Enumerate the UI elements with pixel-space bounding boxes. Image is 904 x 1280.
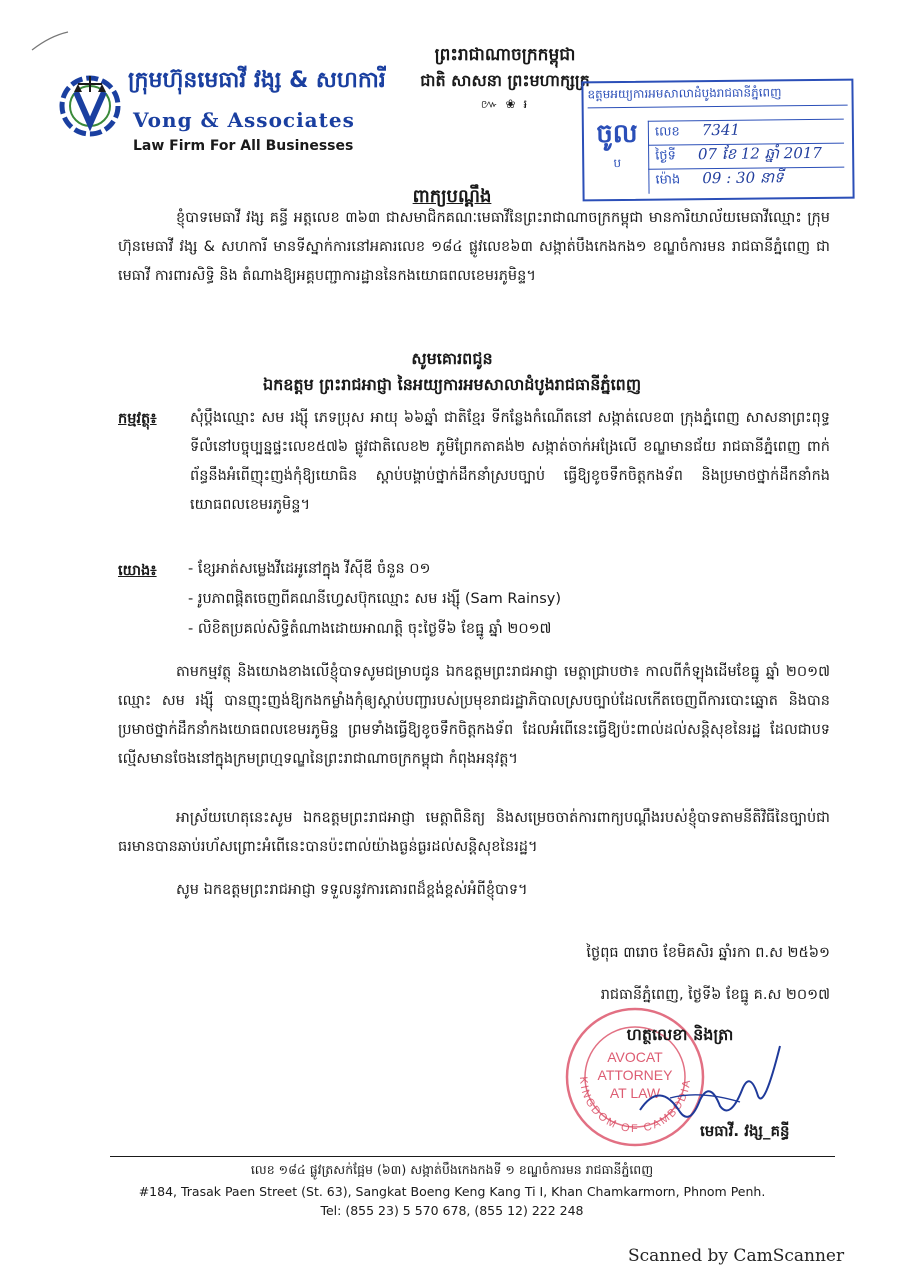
scanner-watermark: Scanned by CamScanner	[628, 1246, 845, 1266]
firm-name-en: Vong & Associates	[133, 108, 355, 132]
footer-address-en: #184, Trasak Paen Street (St. 63), Sangkat Boeng Keng Kang Ti I, Khan Chamkarmorn, Phnom Penh.	[138, 1184, 766, 1199]
intro-paragraph: ខ្ញុំបាទមេធាវី វង្ស គន្ធី អត្តលេខ ៣៦៣ ជាសមាជិកគណៈមេធាវីនៃព្រះរាជាណាចក្រកម្ពុជា មានការិយាល័យមេធាវីឈ្មោះ ក្រុមហ៊ុនមេធាវី វង្ស & សហការី មានទីស្នាក់ការនៅអគារលេខ ១៨៤ ផ្លូវលេខ៦៣ សង្កាត់បឹងកេងកង១ ខណ្ឌចំការមន រាជធានីភ្នំពេញ ជាមេធាវី ការពារសិទ្ធិ និង តំណាងឱ្យអគ្គបញ្ជាការដ្ឋាននៃកងយោធពលខេមរភូមិន្ទ។	[118, 210, 830, 284]
body-paragraph: តាមកម្មវត្ថុ និងយោងខាងលើខ្ញុំបាទសូមជម្រាបជូន ឯកឧត្តមព្រះរាជអាជ្ញា មេត្តាជ្រាបថា៖ កាលពីកំឡុងដើមខែធ្នូ ឆ្នាំ ២០១៧ ឈ្មោះ សម រង្ស៊ី បានញុះញង់ឱ្យកងកម្លាំងកុំឲ្យស្ដាប់បញ្ជារបស់ប្រមុខរាជរដ្ឋាភិបាលស្របច្បាប់ដែលកើតចេញពីការបោះឆ្នោត និងបានប្រមាថថ្នាក់ដឹកនាំកងយោធពលខេមរភូមិន្ទ ព្រមទាំងធ្វើឱ្យខូចទឹកចិត្តកងទ័ព ដែលអំពើនេះធ្វើឱ្យប៉ះពាល់ដល់សន្តិសុខនៃរដ្ឋ ដែលជាបទល្មើសមានចែងនៅក្នុងក្រមព្រហ្មទណ្ឌនៃព្រះរាជាណាចក្រកម្ពុជា កំពុងអនុវត្ត។	[118, 664, 830, 767]
receipt-stamp	[581, 79, 854, 202]
stamp-row-number	[648, 119, 844, 146]
subject-label: កម្មវត្ថុ៖	[118, 411, 157, 427]
stamp-badge-sub: ប	[613, 156, 622, 171]
solar-date: រាជធានីភ្នំពេញ, ថ្ងៃទី៦ ខែធ្នូ គ.ស ២០១៧	[600, 987, 830, 1003]
body-paragraph: អាស្រ័យហេតុនេះសូម ឯកឧត្តមព្រះរាជអាជ្ញា មេត្តាពិនិត្យ និងសម្រេចចាត់ការពាក្យបណ្ដឹងរបស់ខ្ញុំបាទតាមនីតិវិធីនៃច្បាប់ជាធរមានបានឆាប់រហ័សព្រោះអំពើនេះបានប៉ះពាល់យ៉ាងធ្ងន់ធ្ងរដល់សន្តិសុខនៃរដ្ឋ។	[118, 810, 830, 855]
national-motto: ជាតិ សាសនា ព្រះមហាក្សត្រ	[420, 71, 590, 90]
stamp-number-label: លេខ	[654, 124, 680, 140]
stamp-date-value: 07 ខែ 12 ឆ្នាំ 2017	[697, 143, 823, 164]
pen-mark	[30, 30, 70, 52]
stamp-badge-text: ចូល	[596, 118, 638, 150]
references-label: យោង៖	[118, 563, 157, 579]
closing-paragraph: សូម ឯកឧត្តមព្រះរាជអាជ្ញា ទទួលនូវការគោរពដ៏ខ្ពង់ខ្ពស់អំពីខ្ញុំបាទ។	[176, 882, 528, 898]
stamp-number-value: 7341	[701, 120, 741, 140]
firm-name-kh: ក្រុមហ៊ុនមេធាវី វង្ស & សហការី	[128, 68, 386, 93]
footer-divider	[110, 1156, 835, 1157]
kingdom-heading: ព្រះរាជាណាចក្រកម្ពុជា	[434, 45, 576, 65]
stamp-badge	[592, 117, 643, 188]
footer-phone: Tel: (855 23) 5 570 678, (855 12) 222 248	[320, 1203, 584, 1218]
seal-line: ATTORNEY	[597, 1067, 673, 1083]
recipient-line: ឯកឧត្តម ព្រះរាជអាជ្ញា នៃអយ្យការអមសាលាដំបូងរាជធានីភ្នំពេញ	[262, 375, 642, 394]
firm-tagline: Law Firm For All Businesses	[133, 138, 354, 154]
firm-logo-icon	[58, 62, 122, 144]
reference-item: - រូបភាពផ្ដិតចេញពីគណនីហ្វេសប៊ុកឈ្មោះ សម រង្ស៊ី (Sam Rainsy)	[188, 591, 561, 607]
stamp-date-label: ថ្ងៃទី	[655, 148, 676, 164]
motto-ornament: ៚ ❀ ៛	[480, 97, 530, 111]
signature-scribble-icon	[630, 1040, 790, 1130]
stamp-time-label: ម៉ោង	[655, 172, 681, 188]
stamp-heading: ឧត្តមអយ្យការអមសាលាដំបូងរាជធានីភ្នំពេញ	[587, 84, 847, 109]
signature-title: ហត្ថលេខា និងត្រា	[626, 1025, 734, 1044]
document-title: ពាក្យបណ្ដឹង	[412, 186, 492, 207]
respect-line: សូមគោរពជូន	[411, 349, 493, 368]
seal-line: AVOCAT	[607, 1049, 663, 1065]
stamp-time-value: 09 : 30 នាទី	[702, 168, 784, 188]
seal-line: AT LAW	[609, 1085, 661, 1101]
stamp-row-date	[648, 143, 844, 170]
lunar-date: ថ្ងៃពុធ ៣រោច ខែមិគសិរ ឆ្នាំរកា ព.ស ២៥៦១	[586, 945, 830, 961]
reference-item: - ខ្សែអាត់សម្លេងវីដេអូនៅក្នុង វីស៊ីឌី ចំនួន ០១	[188, 561, 431, 577]
subject-text: សុំប្ដឹងឈ្មោះ សម រង្ស៊ី ភេទប្រុស អាយុ ៦៦ឆ្នាំ ជាតិខ្មែរ ទីកន្លែងកំណើតនៅ សង្កាត់លេខ៣ ក្រុងភ្នំពេញ សាសនាព្រះពុទ្ធ ទីលំនៅបច្ចុប្បន្នផ្ទះលេខ៥៧៦ ផ្លូវជាតិលេខ២ ភូមិព្រែកតាគង់២ សង្កាត់ចាក់អង្រែលើ ខណ្ឌមានជ័យ រាជធានីភ្នំពេញ ពាក់ព័ន្ធនឹងអំពើញុះញង់កុំឱ្យយោធិន ស្ដាប់បង្គាប់ថ្នាក់ដឹកនាំស្របច្បាប់ ធ្វើឱ្យខូចទឹកចិត្តកងទ័ព និងប្រមាថថ្នាក់ដឹកនាំកងយោធពលខេមរភូមិន្ទ។	[190, 410, 830, 513]
seal-ring-text: KINGDOM OF CAMBODIA	[576, 1076, 694, 1136]
reference-item: - លិខិតប្រគល់សិទ្ធិតំណាងដោយអាណត្តិ ចុះថ្ងៃទី៦ ខែធ្នូ ឆ្នាំ ២០១៧	[188, 621, 552, 637]
footer-address-kh: លេខ ១៨៤ ផ្លូវត្រសក់ផ្អែម (៦៣) សង្កាត់បឹងកេងកងទី ១ ខណ្ឌចំការមន រាជធានីភ្នំពេញ	[250, 1162, 654, 1177]
signer-name: មេធាវី. វង្ស_គន្ធី	[700, 1122, 790, 1140]
